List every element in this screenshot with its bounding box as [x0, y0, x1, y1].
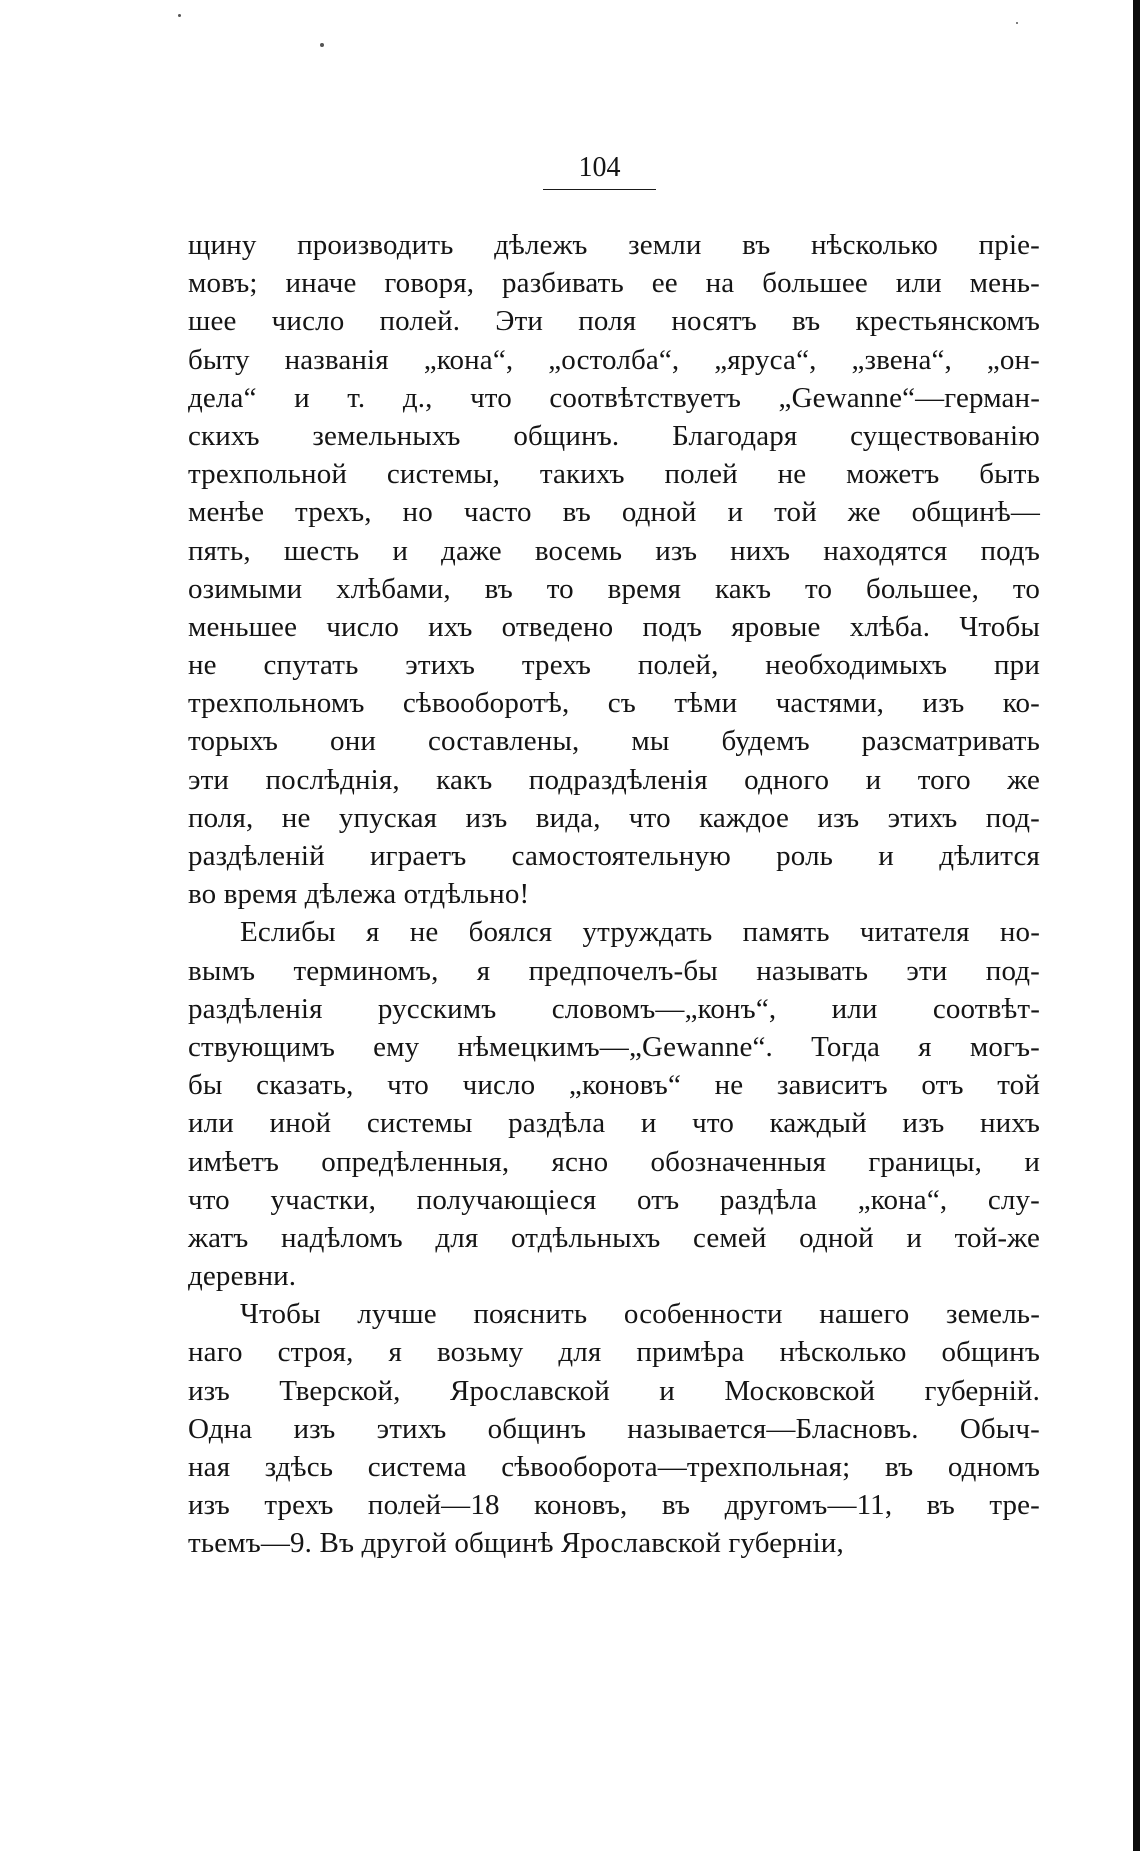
text-line: Еслибы я не боялся утруждать память читателя но- [240, 916, 1040, 949]
paragraph [188, 1295, 1040, 1562]
text-line: пять, шесть и даже восемь изъ нихъ находятся подъ [188, 534, 1040, 567]
page-number-rule [543, 189, 656, 190]
text-line: эти послѣднія, какъ подраздѣленія одного и того же [188, 763, 1040, 796]
text-line: во время дѣлежа отдѣльно! [188, 878, 530, 911]
text-line: ная здѣсь система сѣвооборота—трехпольная; въ одномъ [188, 1451, 1040, 1483]
text-line: Чтобы лучше пояснить особенности нашего земель- [240, 1298, 1040, 1331]
scan-speck [1016, 22, 1018, 24]
text-line: наго строя, я возьму для примѣра нѣсколько общинъ [188, 1336, 1040, 1369]
page-number: 104 [578, 152, 621, 183]
text-line: дела“ и т. д., что соотвѣтствуетъ „Gewanne“—герман- [188, 381, 1040, 414]
text-line: раздѣленій играетъ самостоятельную роль и дѣлится [188, 840, 1040, 872]
page-edge-shadow [1133, 0, 1140, 1851]
text-line: щину производить дѣлежъ земли въ нѣсколько пріе- [188, 229, 1040, 261]
text-line: Одна изъ этихъ общинъ называется—Бласновъ. Обыч- [188, 1412, 1040, 1445]
text-line: деревни. [188, 1260, 297, 1293]
text-line: шее число полей. Эти поля носятъ въ крестьянскомъ [188, 305, 1040, 338]
text-line: вымъ терминомъ, я предпочелъ-бы называть эти под- [188, 954, 1040, 987]
text-line: что участки, получающіеся отъ раздѣла „кона“, слу- [188, 1183, 1040, 1216]
text-line: менѣе трехъ, но часто въ одной и той же общинѣ— [188, 496, 1040, 529]
text-line: или иной системы раздѣла и что каждый изъ нихъ [188, 1107, 1040, 1140]
text-line: поля, не упуская изъ вида, что каждое изъ этихъ под- [188, 801, 1040, 834]
text-line: торыхъ они составлены, мы будемъ разсматривать [188, 725, 1040, 758]
text-line: бы сказать, что число „коновъ“ не зависитъ отъ той [188, 1069, 1040, 1102]
text-line: изъ Тверской, Ярославской и Московской губерній. [188, 1374, 1040, 1407]
text-line: мовъ; иначе говоря, разбивать ее на большее или мень- [188, 267, 1040, 300]
text-line: имѣетъ опредѣленныя, ясно обозначенныя границы, и [188, 1145, 1040, 1178]
scan-speck [320, 43, 324, 47]
text-line: не спутать этихъ трехъ полей, необходимыхъ при [188, 649, 1040, 682]
text-line: ствующимъ ему нѣмецкимъ—„Gewanne“. Тогда я могъ- [188, 1030, 1040, 1063]
text-line: жатъ надѣломъ для отдѣльныхъ семей одной и той-же [188, 1221, 1040, 1254]
text-line: меньшее число ихъ отведено подъ яровые хлѣба. Чтобы [188, 610, 1040, 643]
text-line: трехпольномъ сѣвооборотѣ, съ тѣми частями, изъ ко- [188, 687, 1040, 720]
text-line: трехпольной системы, такихъ полей не можетъ быть [188, 458, 1040, 491]
text-line: скихъ земельныхъ общинъ. Благодаря существованію [188, 419, 1040, 452]
text-line: тьемъ—9. Въ другой общинѣ Ярославской губерніи, [188, 1527, 844, 1560]
paragraph [188, 226, 1040, 913]
text-line: изъ трехъ полей—18 коновъ, въ другомъ—11, въ тре- [188, 1489, 1040, 1522]
text-line: быту названія „кона“, „остолба“, „яруса“, „звена“, „он- [188, 343, 1040, 376]
text-line: раздѣленія русскимъ словомъ—„конъ“, или соотвѣт- [188, 992, 1040, 1025]
body-text [188, 226, 1040, 1563]
scan-speck [178, 14, 181, 17]
text-line: озимыми хлѣбами, въ то время какъ то большее, то [188, 572, 1040, 605]
paragraph [188, 913, 1040, 1295]
